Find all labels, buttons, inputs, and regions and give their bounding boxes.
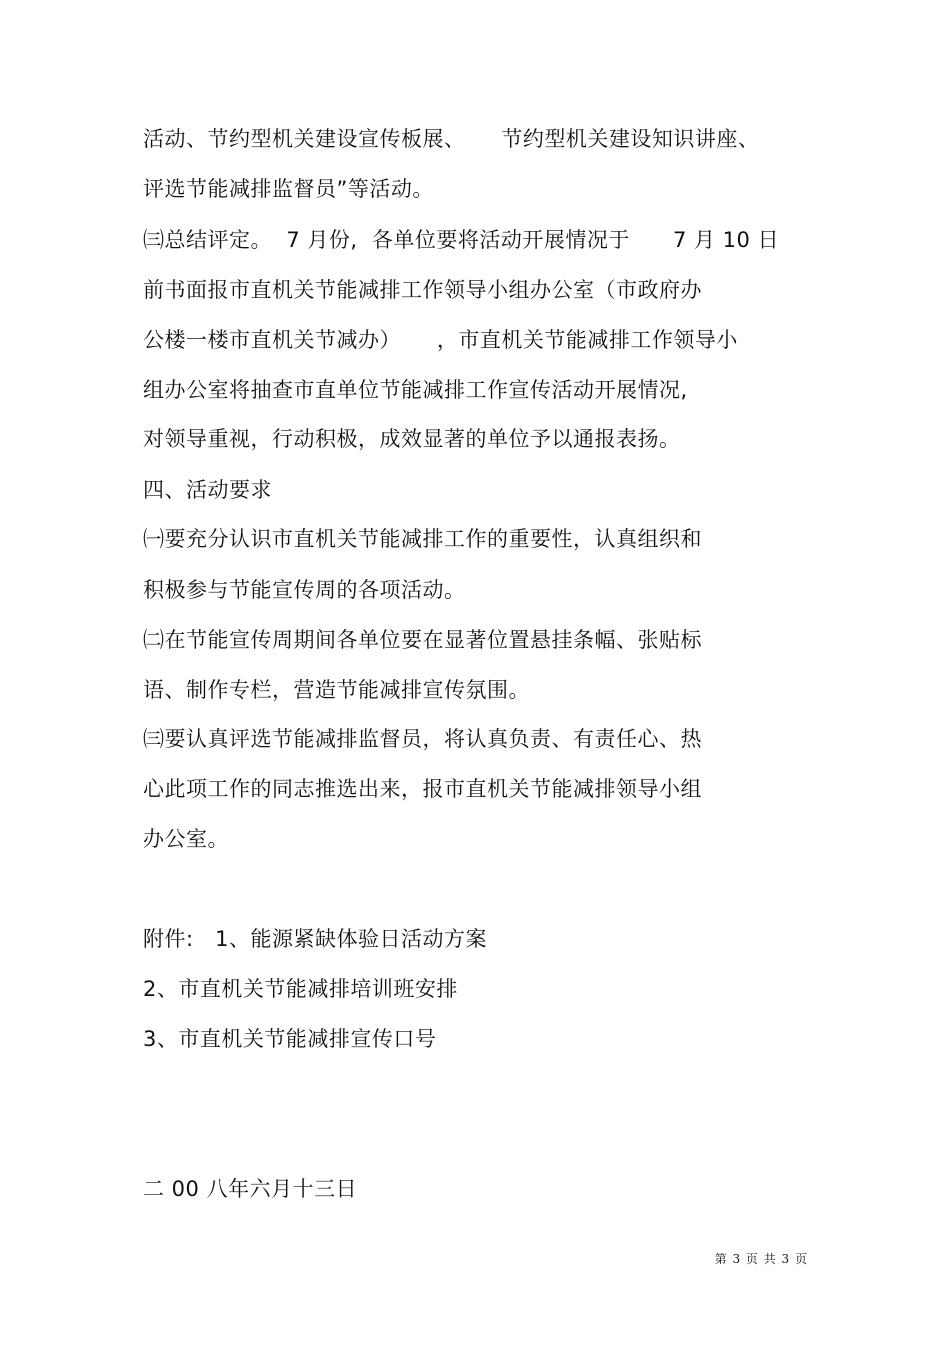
body-text-line: ㈡在节能宣传周期间各单位要在显著位置悬挂条幅、张贴标 [143,628,702,652]
body-text-line: 语、制作专栏，营造节能减排宣传氛围。 [143,678,530,702]
body-text-line: 对领导重视，行动积极，成效显著的单位予以通报表扬。 [143,427,681,451]
body-text-line: 组办公室将抽查市直单位节能减排工作宣传活动开展情况, [143,378,688,402]
body-text-line: 积极参与节能宣传周的各项活动。 [143,578,466,602]
body-text-line: ㈢要认真评选节能减排监督员，将认真负责、有责任心、热 [143,727,702,751]
attachment-line: 3、市直机关节能减排宣传口号 [143,1027,437,1051]
section-heading: 四、活动要求 [143,478,272,502]
attachment-line: 2、市直机关节能减排培训班安排 [143,977,458,1001]
date-line: 二 00 八年六月十三日 [143,1177,358,1201]
page-number-footer: 第 3 页 共 3 页 [714,1252,808,1266]
body-text-line: 活动、节约型机关建设宣传板展、 节约型机关建设知识讲座、 [143,127,760,151]
attachment-line: 附件: 1、能源紧缺体验日活动方案 [143,927,487,951]
body-text-line: 前书面报市直机关节能减排工作领导小组办公室（市政府办 [143,278,702,302]
body-text-line: 心此项工作的同志推选出来，报市直机关节能减排领导小组 [143,777,702,801]
body-text-line: ㈠要充分认识市直机关节能减排工作的重要性，认真组织和 [143,527,702,551]
body-text-line: ㈢总结评定。 7 月份, 各单位要将活动开展情况于 7 月 10 日 [143,228,780,252]
body-text-line: 评选节能减排监督员”等活动。 [143,177,434,201]
body-text-line: 办公室。 [143,827,229,851]
body-text-line: 公楼一楼市直机关节减办） ，市直机关节能减排工作领导小 [143,328,738,352]
